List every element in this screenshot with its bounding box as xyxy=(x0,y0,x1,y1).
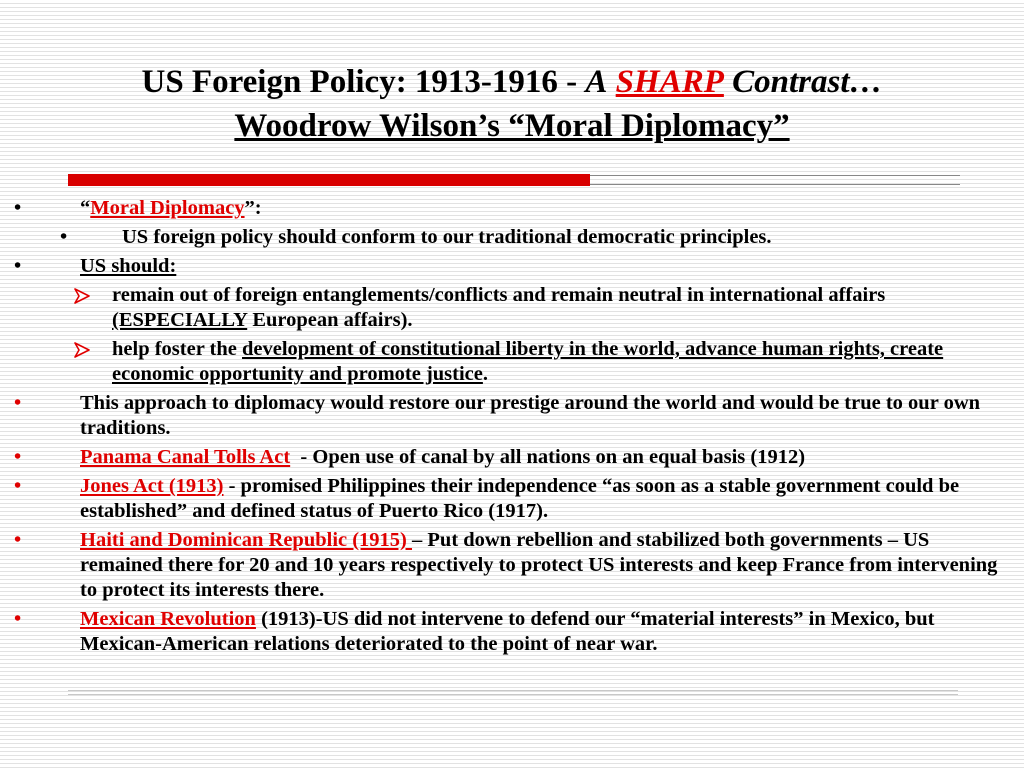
slide-title xyxy=(0,60,1024,148)
title-divider-thin-top xyxy=(590,175,960,176)
title-divider-thin-bottom xyxy=(590,184,960,185)
list-item-panama: • Panama Canal Tolls Act - Open use of canal by all nations on an equal basis (1912) xyxy=(14,446,806,468)
panama-canal-link[interactable]: Panama Canal Tolls Act xyxy=(80,446,291,468)
list-item-jones-act: • Jones Act (1913) - promised Philippines their independence “as soon as a stable government could be established” and defined status of Puerto Rico (1917). xyxy=(14,475,960,522)
bullet-marker: • xyxy=(60,226,68,248)
list-item-conform: • US foreign policy should conform to our traditional democratic principles. xyxy=(60,226,772,248)
list-item-us-should: • US should: xyxy=(14,255,177,277)
title-contrast: Contrast… xyxy=(732,64,883,100)
list-item-mexican-revolution: • Mexican Revolution (1913)-US did not intervene to defend our “material interests” in Mexico, but Mexican-American relations deteriorated to the point of near war. xyxy=(14,608,935,655)
bullet-marker: • xyxy=(14,392,22,414)
title-line-2: Woodrow Wilson’s “Moral Diplomacy” xyxy=(234,108,790,144)
footer-divider-bottom xyxy=(68,694,958,695)
title-prefix: US Foreign Policy: 1913-1916 - xyxy=(141,64,586,100)
bullet-marker: • xyxy=(14,446,22,468)
jones-act-link[interactable]: Jones Act (1913) xyxy=(80,475,224,497)
title-line-1 xyxy=(0,60,1024,104)
title-a: A xyxy=(585,64,608,100)
bullet-marker: • xyxy=(14,608,22,630)
haiti-dominican-link[interactable]: Haiti and Dominican Republic (1915) xyxy=(80,529,413,551)
title-divider-thick xyxy=(68,174,590,186)
slide-body xyxy=(0,196,1024,661)
bullet-marker: • xyxy=(14,255,22,277)
title-sharp: SHARP xyxy=(615,64,724,100)
list-item-approach: • This approach to diplomacy would restore our prestige around the world and would be true to our own traditions. xyxy=(14,392,981,439)
list-item-remain-neutral: remain out of foreign entanglements/conflicts and remain neutral in international affairs (ESPECIALLY European affairs). xyxy=(0,283,1024,333)
arrow-bullet-icon xyxy=(74,337,90,358)
moral-diplomacy-link[interactable]: Moral Diplomacy xyxy=(90,197,245,219)
bullet-marker: • xyxy=(14,529,22,551)
list-item-haiti: • Haiti and Dominican Republic (1915) – Put down rebellion and stabilized both governments – US remained there for 20 and 10 years respectively to protect US interests and keep France from intervening to protect its interests there. xyxy=(14,529,998,601)
mexican-revolution-link[interactable]: Mexican Revolution xyxy=(80,608,256,630)
list-item-moral-diplomacy: • “Moral Diplomacy”: xyxy=(14,197,262,219)
footer-divider-top xyxy=(68,690,958,691)
bullet-marker: • xyxy=(14,197,22,219)
bullet-marker: • xyxy=(14,475,22,497)
list-item-foster-liberty: help foster the development of constitutional liberty in the world, advance human rights, create economic opportunity and promote justice. xyxy=(0,337,1024,387)
arrow-bullet-icon xyxy=(74,283,90,304)
